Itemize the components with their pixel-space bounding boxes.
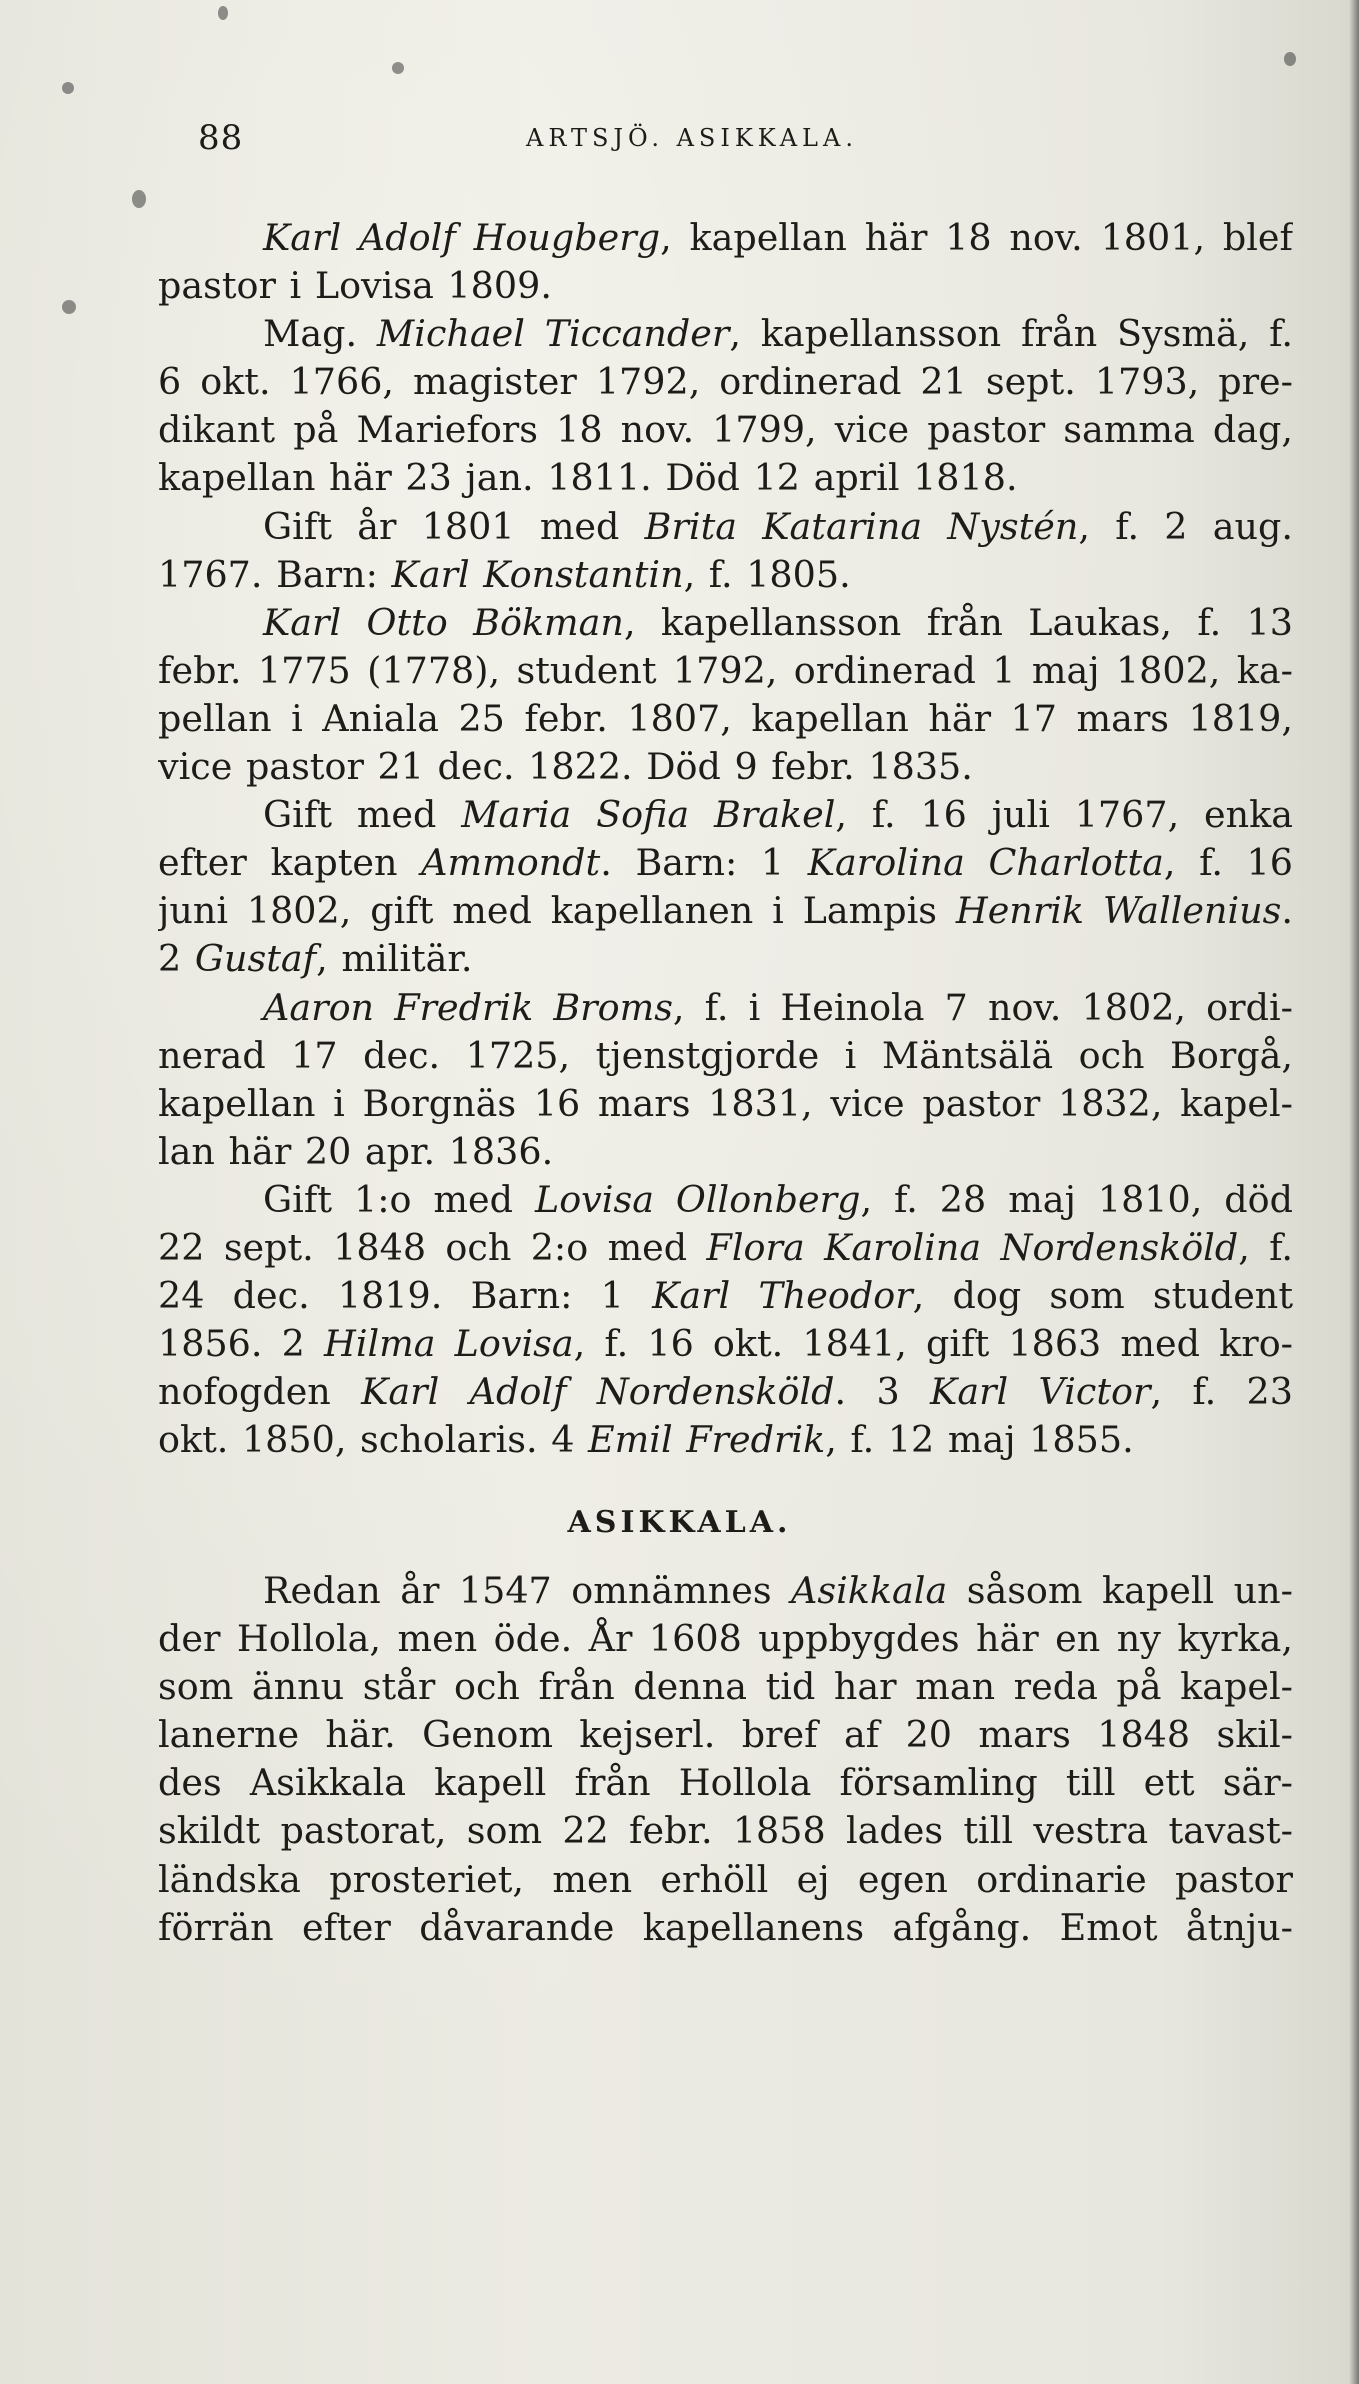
person-name: Michael Ticcander: [376, 312, 730, 356]
section-title: ASIKKALA.: [567, 1505, 792, 1540]
text-segment: nofogden: [158, 1370, 362, 1414]
text-segment: som ännu står och från denna tid har man reda på kapel-: [158, 1665, 1293, 1709]
text-segment: Gift år 1801 med: [263, 504, 645, 548]
person-name: Karl Adolf Nordensköld: [361, 1370, 835, 1414]
text-line: [158, 1759, 1293, 1807]
person-name: Lovisa Ollonberg: [534, 1177, 861, 1221]
person-name: Maria Sofia Brakel: [461, 793, 836, 837]
text-segment: , f. 28 maj 1810, död: [860, 1177, 1293, 1221]
page-number: 88: [198, 118, 244, 158]
body-text: [158, 214, 1293, 1464]
ink-spot: [392, 62, 404, 74]
person-name: Henrik Wallenius: [955, 889, 1282, 933]
person-name: Asikkala: [791, 1569, 948, 1612]
text-segment: 24 dec. 1819. Barn: 1: [158, 1274, 653, 1318]
text-line: [158, 1807, 1293, 1855]
text-line: [158, 551, 1293, 599]
text-segment: . Barn: 1: [600, 841, 808, 885]
text-line: [158, 1368, 1293, 1416]
text-segment: der Hollola, men öde. År 1608 uppbygdes här en ny kyrka,: [158, 1617, 1293, 1661]
text-segment: 22 sept. 1848 och 2:o med: [158, 1225, 707, 1269]
text-line: [158, 1176, 1293, 1224]
text-line: [158, 1663, 1293, 1711]
text-segment: , kapellansson från Laukas, f. 13: [623, 600, 1293, 644]
person-name: Karl Theodor: [652, 1274, 913, 1318]
text-line: [158, 214, 1293, 262]
text-segment: .: [1281, 889, 1293, 933]
text-line: [158, 1416, 1293, 1464]
text-segment: lan här 20 apr. 1836.: [158, 1129, 554, 1173]
person-name: Emil Fredrik: [588, 1418, 826, 1462]
text-segment: dikant på Mariefors 18 nov. 1799, vice pastor samma dag,: [158, 408, 1293, 452]
text-line: [158, 1711, 1293, 1759]
text-line: [158, 984, 1293, 1032]
page-edge-shadow: [1349, 0, 1359, 2384]
person-name: Karolina Charlotta: [807, 841, 1164, 885]
text-segment: Gift 1:o med: [263, 1177, 535, 1221]
text-segment: såsom kapell un-: [947, 1569, 1293, 1612]
person-name: Karl Konstantin: [391, 552, 684, 596]
text-segment: ländska prosteriet, men erhöll ej egen ordinarie pastor: [158, 1857, 1293, 1901]
text-segment: 2: [158, 937, 195, 981]
text-segment: . 3: [834, 1370, 931, 1414]
text-line: [158, 743, 1293, 791]
text-segment: lanerne här. Genom kejserl. bref af 20 mars 1848 skil-: [158, 1713, 1293, 1757]
text-line: [158, 1032, 1293, 1080]
text-segment: vice pastor 21 dec. 1822. Död 9 febr. 1835.: [158, 745, 973, 789]
section-body-text: [158, 1567, 1293, 1952]
text-line: [158, 1567, 1293, 1615]
text-line: [158, 1224, 1293, 1272]
person-name: Flora Karolina Nordensköld: [706, 1225, 1239, 1269]
person-name: Karl Otto Bökman: [263, 600, 624, 644]
text-line: [158, 1080, 1293, 1128]
text-segment: febr. 1775 (1778), student 1792, ordinerad 1 maj 1802, ka-: [158, 648, 1293, 692]
text-segment: skildt pastorat, som 22 febr. 1858 lades till vestra tavast-: [158, 1809, 1293, 1853]
text-line: [158, 1856, 1293, 1904]
text-segment: , kapellansson från Sysmä, f.: [729, 312, 1293, 356]
text-segment: , f. 23: [1150, 1370, 1293, 1414]
text-segment: kapellan i Borgnäs 16 mars 1831, vice pastor 1832, kapel-: [158, 1081, 1293, 1125]
text-segment: kapellan här 23 jan. 1811. Död 12 april 1818.: [158, 456, 1018, 500]
text-segment: , f. 16 okt. 1841, gift 1863 med kro-: [573, 1322, 1293, 1366]
person-name: Ammondt: [421, 841, 601, 885]
text-segment: , f.: [1238, 1225, 1293, 1269]
running-head: ARTSJÖ. ASIKKALA.: [526, 124, 858, 152]
text-segment: des Asikkala kapell från Hollola församling till ett sär-: [158, 1761, 1293, 1805]
ink-spot: [218, 6, 228, 20]
text-segment: , f. 2 aug.: [1078, 504, 1293, 548]
text-line: [158, 262, 1293, 310]
text-line: [158, 647, 1293, 695]
text-segment: pastor i Lovisa 1809.: [158, 264, 552, 308]
text-line: [158, 1320, 1293, 1368]
text-line: [158, 310, 1293, 358]
text-line: [158, 1272, 1293, 1320]
text-line: [158, 454, 1293, 502]
person-name: Hilma Lovisa: [323, 1322, 574, 1366]
text-segment: förrän efter dåvarande kapellanens afgång. Emot åtnju-: [158, 1905, 1293, 1949]
text-segment: , f. i Heinola 7 nov. 1802, ordi-: [672, 985, 1293, 1029]
text-line: [158, 1128, 1293, 1176]
person-name: Karl Victor: [930, 1370, 1151, 1414]
text-segment: , dog som student: [912, 1274, 1293, 1318]
text-segment: Mag.: [263, 312, 377, 356]
person-name: Gustaf: [194, 937, 317, 981]
text-segment: 1856. 2: [158, 1322, 324, 1366]
text-line: [158, 1904, 1293, 1952]
text-segment: okt. 1850, scholaris. 4: [158, 1418, 589, 1462]
page-header: [0, 118, 1359, 168]
text-segment: , f. 16 juli 1767, enka: [835, 793, 1293, 837]
ink-spot: [62, 300, 76, 314]
person-name: Karl Adolf Hougberg: [263, 216, 661, 259]
text-segment: , f. 12 maj 1855.: [825, 1418, 1134, 1462]
text-segment: Redan år 1547 omnämnes: [263, 1569, 792, 1612]
text-segment: 1767. Barn:: [158, 552, 392, 596]
text-segment: nerad 17 dec. 1725, tjenstgjorde i Mäntsälä och Borgå,: [158, 1033, 1293, 1077]
text-line: [158, 358, 1293, 406]
text-line: [158, 695, 1293, 743]
text-segment: , kapellan här 18 nov. 1801, blef: [660, 216, 1293, 259]
text-segment: 6 okt. 1766, magister 1792, ordinerad 21 sept. 1793, pre-: [158, 360, 1293, 404]
text-line: [158, 791, 1293, 839]
text-line: [158, 839, 1293, 887]
text-line: [158, 935, 1293, 983]
text-line: [158, 406, 1293, 454]
text-segment: , f. 16: [1163, 841, 1293, 885]
text-segment: efter kapten: [158, 841, 422, 885]
text-line: [158, 503, 1293, 551]
ink-spot: [1284, 52, 1296, 66]
text-segment: pellan i Aniala 25 febr. 1807, kapellan här 17 mars 1819,: [158, 696, 1293, 740]
person-name: Brita Katarina Nystén: [644, 504, 1079, 548]
text-segment: , militär.: [316, 937, 473, 981]
ink-spot: [132, 190, 146, 208]
text-line: [158, 599, 1293, 647]
text-segment: Gift med: [263, 793, 462, 837]
text-segment: juni 1802, gift med kapellanen i Lampis: [158, 889, 956, 933]
text-line: [158, 1615, 1293, 1663]
ink-spot: [62, 82, 74, 94]
text-segment: , f. 1805.: [683, 552, 851, 596]
person-name: Aaron Fredrik Broms: [263, 985, 673, 1029]
text-line: [158, 887, 1293, 935]
